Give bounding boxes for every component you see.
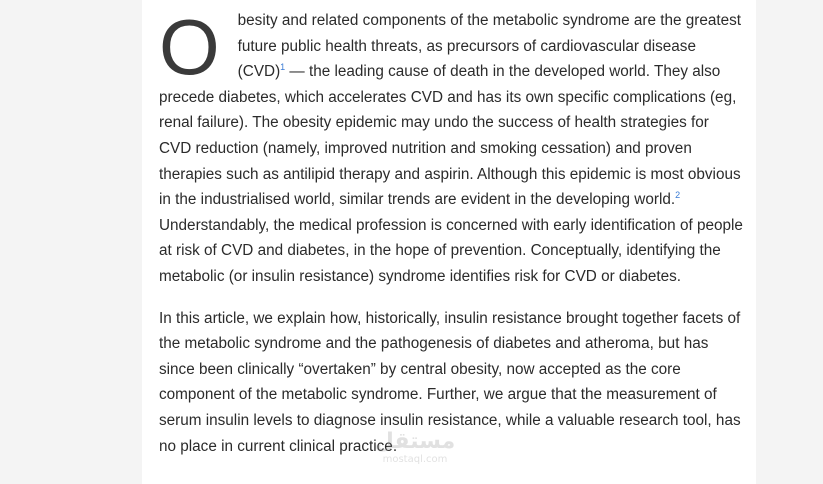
article-paragraph-1 [159, 3, 743, 290]
paragraph-1-text-a: besity and related components of the metabolic syndrome are the greatest future public health threats, as precursors of cardiovascular disease (CVD) [237, 12, 742, 81]
paragraph-1-text-c: Understandably, the medical profession is concerned with early identification of people at risk of CVD and diabetes, in the hope of prevention. Conceptually, identifying the metabolic (or insulin resistance) syndrome identifies risk for CVD or diabetes. [159, 216, 743, 285]
paragraph-1-text-b: — the leading cause of death in the developed world. They also precede diabetes, which accelerates CVD and has its own specific complications (eg, renal failure). The obesity epidemic may undo the success of health strategies for CVD reduction (namely, improved nutrition and smoking cessation) and proven therapies such as antilipid therapy and aspirin. Although this epidemic is most obvious in the industrialised world, similar trends are evident in the developing world. [159, 63, 741, 209]
article-page [142, 0, 756, 484]
drop-cap: O [159, 3, 220, 91]
watermark-main-text: مستقل [374, 429, 456, 454]
reference-2-link[interactable]: 2 [675, 190, 681, 201]
article-body [159, 3, 743, 459]
watermark-sub-text: mostaql.com [382, 454, 448, 465]
reference-1-link[interactable]: 1 [280, 62, 286, 73]
article-paragraph-2: In this article, we explain how, historically, insulin resistance brought together facets of the metabolic syndrome and the pathogenesis of diabetes and atheroma, but has since been clinically “overtaken” by central obesity, now accepted as the core component of the metabolic syndrome. Further, we argue that the measurement of serum insulin levels to diagnose insulin resistance, while a valuable research tool, has no place in current clinical practice. [159, 309, 741, 455]
